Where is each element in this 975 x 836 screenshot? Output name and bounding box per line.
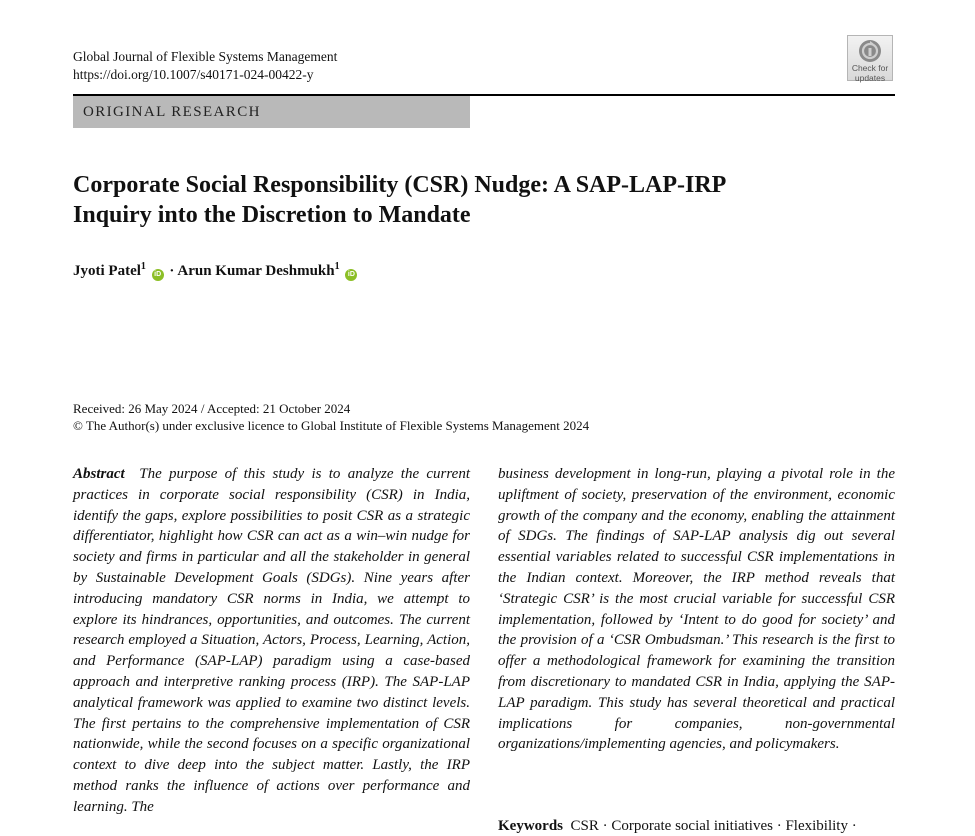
abstract-right-column: [498, 464, 895, 755]
orcid-icon[interactable]: iD: [152, 269, 164, 281]
journal-name: Global Journal of Flexible Systems Management: [73, 49, 338, 64]
abstract-label: Abstract: [73, 466, 125, 482]
keywords-text: CSR · Corporate social initiatives · Flexibility ·: [570, 818, 857, 834]
author-separator: ·: [169, 263, 175, 279]
article-title: [73, 170, 873, 230]
author-affiliation: 1: [334, 261, 340, 272]
keywords-label: Keywords: [498, 818, 563, 834]
author-name[interactable]: Jyoti Patel: [73, 263, 141, 279]
title-line-2: Inquiry into the Discretion to Mandate: [73, 202, 471, 228]
author-name[interactable]: Arun Kumar Deshmukh: [177, 263, 335, 279]
check-for-updates-line2: updates: [854, 72, 886, 83]
journal-header: [73, 48, 337, 84]
keywords: [498, 816, 895, 836]
abstract-text-right: business development in long-run, playing a pivotal role in the upliftment of society, preservation of the environment, economic growth of the company and the economy, enabling the attainment of SDGs. The findings of SAP-LAP analysis dig out several essential variables related to successful CSR implementations in the Indian context. Moreover, the IRP method reveals that ‘Strategic CSR’ is the most crucial variable for successful CSR implementation, followed by ‘Intent to do good for society’ and the provision of a ‘CSR Ombudsman.’ This research is the first to offer a methodological framework for examining the transition from discretionary to mandated CSR in India, applying the SAP-LAP paradigm. This study has several theoretical and practical implications for companies, non-governmental organizations/implementing agencies, and policymakers.: [498, 466, 895, 753]
abstract-left-column: [73, 464, 470, 818]
accepted-date: Accepted: 21 October 2024: [206, 401, 351, 416]
received-date: Received: 26 May 2024: [73, 401, 198, 416]
orcid-icon[interactable]: iD: [345, 269, 357, 281]
abstract-text-left: The purpose of this study is to analyze the current practices in corporate social responsibility (CSR) in India, identify the gaps, explore possibilities to posit CSR as a strategic differentiator, highlight how CSR can act as a win–win nudge for society and firms in particular and all the stakeholder in general by Sustainable Development Goals (SDGs). Nine years after introducing mandatory CSR norms in India, we attempt to explore its hindrances, opportunities, and outcomes. The current research employed a Situation, Actors, Process, Learning, Action, and Performance (SAP-LAP) paradigm using a case-based approach and interpretive ranking process (IRP). The SAP-LAP analytical framework was applied to examine two distinct levels. The first pertains to the comprehensive implementation of CSR nationwide, while the second focuses on a specific organizational context to dive deep into the subject matter. Lastly, the IRP method ranks the influence of actions over performance and learning. The: [73, 466, 470, 815]
author-affiliation: 1: [140, 261, 146, 272]
doi-link[interactable]: https://doi.org/10.1007/s40171-024-00422-y: [73, 67, 314, 82]
article-dates: [73, 400, 589, 434]
check-for-updates-icon: [858, 39, 882, 63]
title-line-1: Corporate Social Responsibility (CSR) Nudge: A SAP-LAP-IRP: [73, 172, 727, 198]
check-for-updates-badge[interactable]: [847, 35, 893, 81]
check-for-updates-line1: Check for: [851, 63, 889, 73]
date-separator: /: [197, 401, 207, 416]
copyright-notice: © The Author(s) under exclusive licence to Global Institute of Flexible Systems Management 2024: [73, 418, 590, 433]
article-category: ORIGINAL RESEARCH: [73, 96, 470, 128]
author-list: [73, 257, 359, 281]
